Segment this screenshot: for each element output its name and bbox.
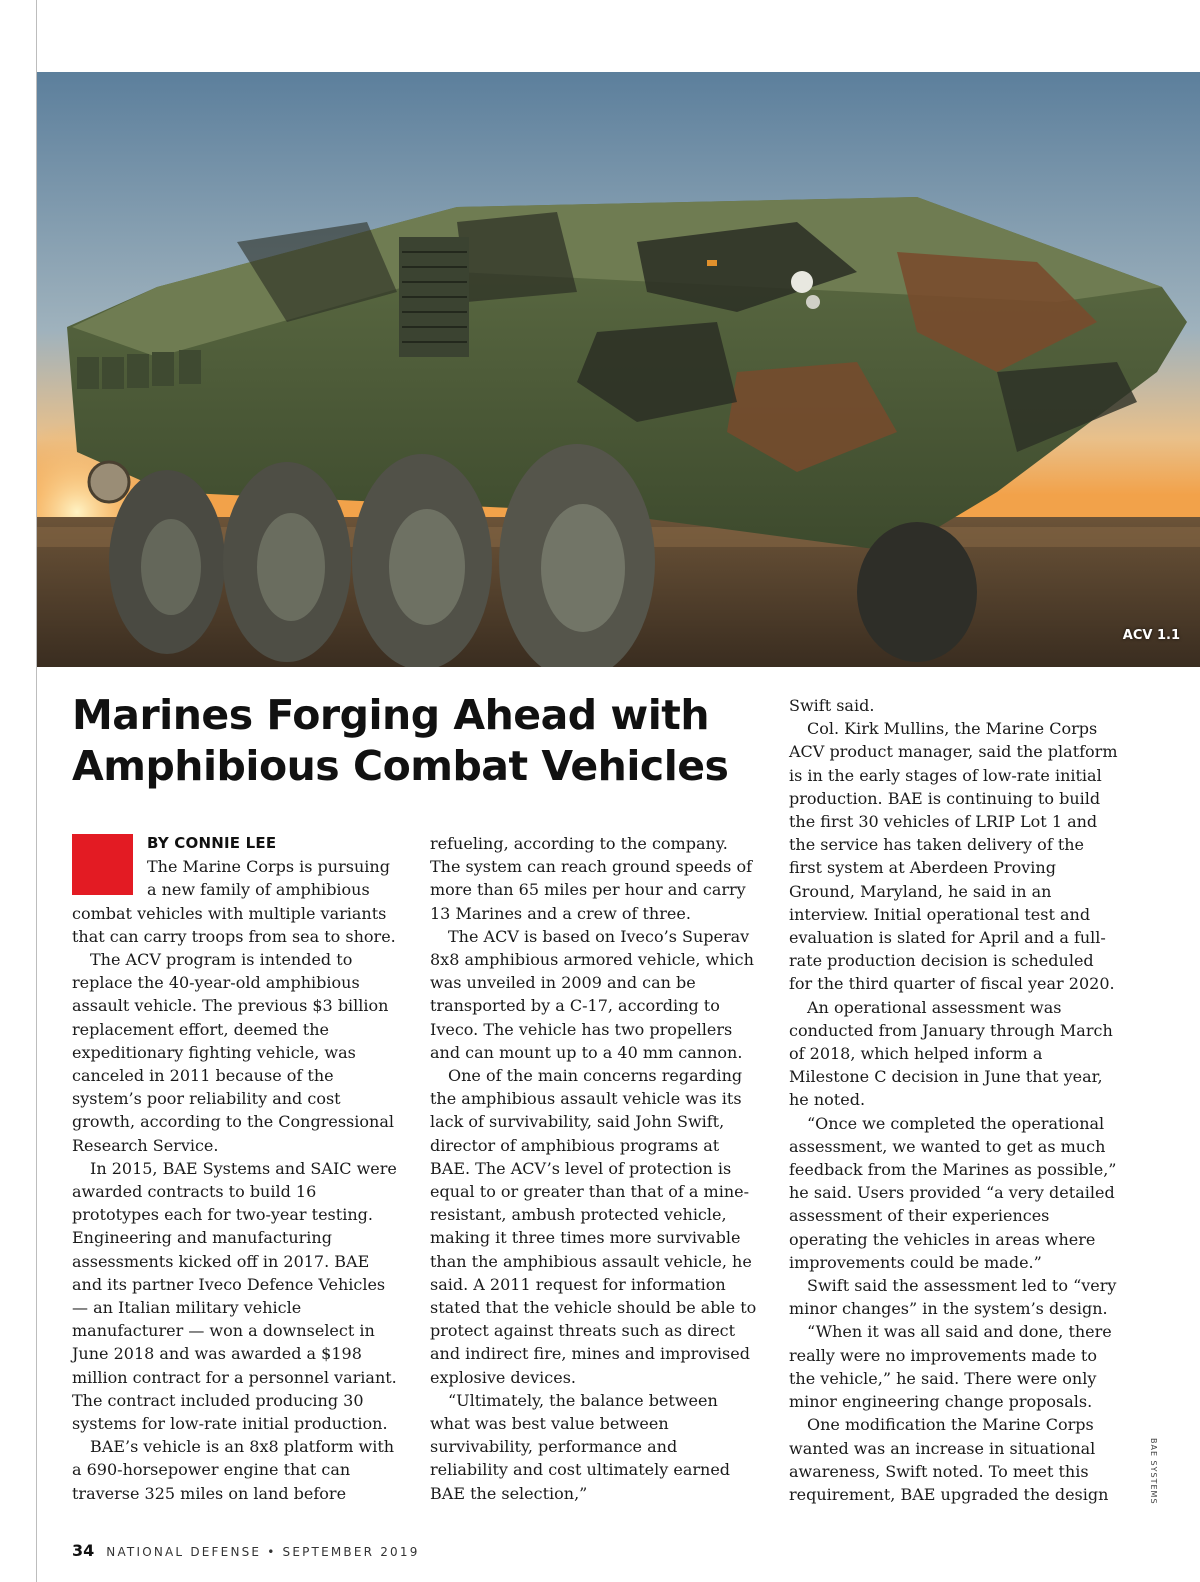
article-paragraph: Swift said. [789,696,875,715]
article-headline: Marines Forging Ahead with Amphibious Combat Vehicles [72,691,729,790]
article-paragraph: “When it was all said and done, there really were no improvements made to the vehicle,” he said. There were only minor engineering change proposals. [789,1322,1112,1412]
article-paragraph: One of the main concerns regarding the amphibious assault vehicle was its lack of survivability, said John Swift, director of amphibious programs at BAE. The ACV’s level of protection is equal to or greater than that of a mine-resistant, ambush protected vehicle, making it three times more survivable than the amphibious assault vehicle, he said. A 2011 request for information stated that the vehicle should be able to protect against threats such as direct and indirect fire, mines and improvised explosive devices. [430,1066,757,1387]
page-number: 34 [72,1541,95,1560]
publication-line: NATIONAL DEFENSE • SEPTEMBER 2019 [106,1545,420,1559]
byline: BY CONNIE LEE [147,834,277,852]
photo-credit [1140,1438,1180,1538]
article-column-1 [72,832,402,1505]
article-paragraph: refueling, according to the company. The system can reach ground speeds of more than 65 miles per hour and carry 13 Marines and a crew of three. [430,834,752,923]
article-paragraph: BAE’s vehicle is an 8x8 platform with a 690-horsepower engine that can traverse 325 miles on land before [72,1437,395,1503]
article-paragraph: An operational assessment was conducted from January through March of 2018, which helped inform a Milestone C decision in June that year, he noted. [789,997,1113,1110]
article-paragraph: “Once we completed the operational assessment, we wanted to get as much feedback from the Marines as possible,” he said. Users provided “a very detailed assessment of their experiences operating the vehicles in areas where improvements could be made.” [789,1113,1117,1272]
vehicle-photo [37,72,1200,667]
article-paragraph: One modification the Marine Corps wanted was an increase in situational awareness, Swift noted. To meet this requirement, BAE upgraded the design [789,1415,1109,1504]
article-paragraph: “Ultimately, the balance between what was best value between survivability, performance and reliability and cost ultimately earned BAE the selection,” [430,1390,731,1503]
article-paragraph: The Marine Corps is pursuing a new family of amphibious combat vehicles with multiple variants that can carry troops from sea to shore. [72,857,396,946]
article-paragraph: The ACV program is intended to replace the 40-year-old amphibious assault vehicle. The previous $3 billion replacement effort, deemed the expeditionary fighting vehicle, was canceled in 2011 because of the system’s poor reliability and cost growth, according to the Congressional Research Service. [72,950,394,1155]
article-column-2 [430,832,760,1505]
red-drop-block [72,834,133,895]
photo-credit-text: BAE SYSTEMS [1149,1438,1158,1505]
article-paragraph: Swift said the assessment led to “very minor changes” in the system’s design. [789,1276,1117,1319]
page-footer [72,1541,420,1560]
article-paragraph: Col. Kirk Mullins, the Marine Corps ACV product manager, said the platform is in the early stages of low-rate initial production. BAE is continuing to build the first 30 vehicles of LRIP Lot 1 and the service has taken delivery of the first system at Aberdeen Proving Ground, Maryland, he said in an interview. Initial operational test and evaluation is slated for April and a full-rate production decision is scheduled for the third quarter of fiscal year 2020. [789,719,1118,994]
article-paragraph: The ACV is based on Iveco’s Superav 8x8 amphibious armored vehicle, which was unveiled in 2009 and can be transported by a C-17, according to Iveco. The vehicle has two propellers and can mount up to a 40 mm cannon. [430,926,754,1062]
amphibious-combat-vehicle-illustration [37,72,1200,667]
photo-caption: ACV 1.1 [1122,628,1180,643]
article-column-3 [789,694,1119,1506]
article-paragraph: In 2015, BAE Systems and SAIC were awarded contracts to build 16 prototypes each for two-year testing. Engineering and manufacturing assessments kicked off in 2017. BAE and its partner Iveco Defence Vehicles — an Italian military vehicle manufacturer — won a downselect in June 2018 and was awarded a $198 million contract for a personnel variant. The contract included producing 30 systems for low-rate initial production. [72,1158,397,1434]
